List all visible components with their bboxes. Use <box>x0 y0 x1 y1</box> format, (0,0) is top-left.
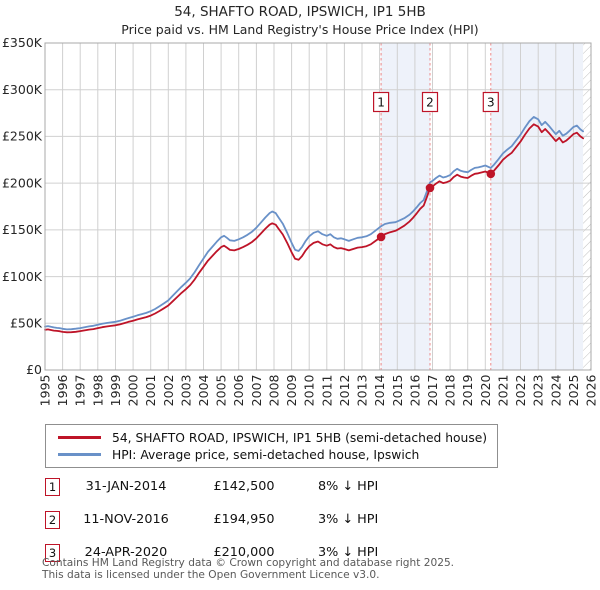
legend-label: HPI: Average price, semi-detached house, Ipswich <box>112 447 420 462</box>
transaction-number-badge: 2 <box>45 511 60 529</box>
y-tick-label: £250K <box>1 128 42 144</box>
number-box-label: 2 <box>426 95 434 110</box>
x-tick-label: 2014 <box>372 374 388 407</box>
x-tick-label: 2011 <box>319 374 335 407</box>
x-tick-label: 1998 <box>90 374 106 407</box>
legend-item-hpi <box>46 446 487 463</box>
transaction-row <box>45 511 475 531</box>
x-tick-label: 2020 <box>477 374 493 407</box>
page-subtitle: Price paid vs. HM Land Registry's House Price Index (HPI) <box>121 22 479 37</box>
x-tick-label: 2026 <box>583 374 599 407</box>
transaction-number-box <box>423 93 438 112</box>
transaction-number-box <box>483 93 498 112</box>
transaction-hpi-delta: 3% ↓ HPI <box>318 512 379 527</box>
x-tick-label: 2004 <box>196 374 211 407</box>
transaction-number-badge: 3 <box>45 544 60 562</box>
transaction-hpi-delta: 3% ↓ HPI <box>318 545 379 560</box>
x-tick-label: 2006 <box>231 374 247 407</box>
transaction-number-box <box>374 93 389 112</box>
x-tick-label: 2005 <box>213 374 229 407</box>
transaction-date: 24-APR-2020 <box>84 545 168 560</box>
x-tick-label: 1995 <box>37 374 53 407</box>
x-tick-label: 1997 <box>72 374 88 407</box>
red-line-swatch-icon <box>58 436 101 439</box>
sale-marker-dot <box>377 233 386 242</box>
number-box-label: 3 <box>486 95 495 110</box>
footer-line2: This data is licensed under the Open Government Licence v3.0. <box>42 568 380 581</box>
transaction-number-badge: 1 <box>45 478 60 496</box>
x-tick-label: 2012 <box>336 374 352 407</box>
y-tick-label: £200K <box>1 175 42 191</box>
x-tick-label: 2009 <box>284 374 300 407</box>
y-tick-label: £300K <box>1 81 42 97</box>
x-tick-label: 2007 <box>248 374 264 407</box>
x-tick-label: 2001 <box>143 374 159 407</box>
footer-line1: Contains HM Land Registry data © Crown copyright and database right 2025. <box>42 557 455 569</box>
y-tick-label: £350K <box>1 35 42 51</box>
x-tick-label: 2003 <box>178 374 194 407</box>
chart-legend <box>45 424 498 468</box>
copyright-footer <box>42 558 582 581</box>
y-tick-label: £150K <box>1 222 42 238</box>
number-box-label: 1 <box>377 95 385 110</box>
x-tick-label: 2002 <box>160 374 176 407</box>
future-hatch-band <box>583 43 591 370</box>
y-tick-label: £0 <box>26 362 42 378</box>
x-tick-label: 2000 <box>125 374 141 407</box>
x-tick-label: 2021 <box>495 374 511 407</box>
x-tick-label: 2015 <box>389 374 405 407</box>
x-tick-label: 1999 <box>108 374 123 407</box>
y-tick-label: £100K <box>1 268 42 284</box>
ownership-shaded-band <box>491 43 583 370</box>
sale-marker-dot <box>487 170 496 179</box>
x-tick-label: 2024 <box>548 374 564 407</box>
x-tick-label: 2019 <box>460 374 476 407</box>
transaction-hpi-delta: 8% ↓ HPI <box>318 479 379 494</box>
sale-marker-dot <box>426 184 435 193</box>
x-tick-label: 2017 <box>425 374 440 407</box>
page-title: 54, SHAFTO ROAD, IPSWICH, IP1 5HB <box>174 4 426 20</box>
legend-label: 54, SHAFTO ROAD, IPSWICH, IP1 5HB (semi-detached house) <box>112 430 488 445</box>
x-tick-label: 2018 <box>442 374 458 407</box>
x-tick-label: 2025 <box>565 374 581 407</box>
x-tick-label: 2022 <box>513 374 528 407</box>
transaction-price: £194,950 <box>213 512 275 527</box>
x-tick-label: 2023 <box>530 374 546 407</box>
x-tick-label: 2016 <box>407 374 423 407</box>
legend-item-price-paid <box>46 429 487 446</box>
blue-line-swatch-icon <box>58 453 101 456</box>
transaction-price: £210,000 <box>213 545 275 560</box>
transaction-price: £142,500 <box>213 479 275 494</box>
x-tick-label: 2008 <box>266 374 282 407</box>
transaction-date: 11-NOV-2016 <box>83 512 169 527</box>
transaction-date: 31-JAN-2014 <box>85 479 167 494</box>
x-tick-label: 2010 <box>301 374 317 407</box>
transaction-row <box>45 478 475 498</box>
x-tick-label: 1996 <box>55 374 71 407</box>
y-tick-label: £50K <box>9 315 42 331</box>
x-tick-label: 2013 <box>354 374 370 407</box>
